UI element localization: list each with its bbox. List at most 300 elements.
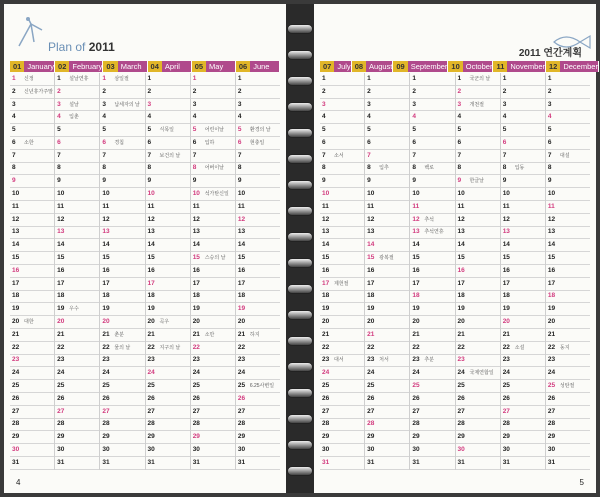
day-cell[interactable]: 18 (10, 291, 54, 304)
day-cell[interactable]: 26 (100, 393, 144, 406)
day-cell[interactable]: 1 설날연휴 (55, 73, 99, 86)
day-cell[interactable]: 14 (456, 239, 500, 252)
day-cell[interactable]: 13 (546, 227, 590, 240)
day-cell[interactable]: 15 (55, 252, 99, 265)
day-cell[interactable]: 22 (410, 342, 454, 355)
day-cell[interactable]: 18 (410, 291, 454, 304)
day-cell[interactable]: 6 (456, 137, 500, 150)
day-cell[interactable]: 5 (501, 124, 545, 137)
day-cell[interactable]: 16 (320, 265, 364, 278)
day-cell[interactable]: 30 (410, 444, 454, 457)
day-cell[interactable]: 9 (100, 175, 144, 188)
day-cell[interactable]: 2 (100, 86, 144, 99)
day-cell[interactable]: 30 (55, 444, 99, 457)
day-cell[interactable]: 6 (365, 137, 409, 150)
day-cell[interactable]: 26 (456, 393, 500, 406)
day-cell[interactable]: 27 (191, 406, 235, 419)
day-cell[interactable]: 16 (55, 265, 99, 278)
day-cell[interactable]: 3 (546, 99, 590, 112)
day-cell[interactable]: 3 (191, 99, 235, 112)
day-cell[interactable]: 16 (236, 265, 280, 278)
day-cell[interactable]: 20 (55, 316, 99, 329)
day-cell[interactable]: 10 (100, 188, 144, 201)
day-cell[interactable]: 5 (10, 124, 54, 137)
day-cell[interactable]: 29 (456, 431, 500, 444)
day-cell[interactable]: 5 (456, 124, 500, 137)
day-cell[interactable]: 14 (501, 239, 545, 252)
day-cell[interactable]: 7 (55, 150, 99, 163)
day-cell[interactable]: 27 (501, 406, 545, 419)
day-cell[interactable]: 9 (410, 175, 454, 188)
day-cell[interactable]: 2 (55, 86, 99, 99)
day-cell[interactable]: 9 (365, 175, 409, 188)
day-cell[interactable]: 3 (365, 99, 409, 112)
day-cell[interactable]: 6 소한 (10, 137, 54, 150)
day-cell[interactable]: 24 (55, 367, 99, 380)
day-cell[interactable]: 13 (236, 227, 280, 240)
day-cell[interactable]: 30 (501, 444, 545, 457)
day-cell[interactable]: 29 (501, 431, 545, 444)
day-cell[interactable]: 27 (100, 406, 144, 419)
day-cell[interactable]: 30 (236, 444, 280, 457)
day-cell[interactable]: 21 춘분 (100, 329, 144, 342)
day-cell[interactable]: 16 (501, 265, 545, 278)
day-cell[interactable]: 2 (456, 86, 500, 99)
day-cell[interactable]: 17 (501, 278, 545, 291)
day-cell[interactable]: 16 (546, 265, 590, 278)
day-cell[interactable]: 28 (410, 419, 454, 432)
day-cell[interactable]: 21 (10, 329, 54, 342)
day-cell[interactable]: 31 (320, 457, 364, 470)
day-cell[interactable]: 11 (410, 201, 454, 214)
day-cell[interactable]: 8 (320, 163, 364, 176)
day-cell[interactable]: 25 (55, 380, 99, 393)
day-cell[interactable]: 1 (320, 73, 364, 86)
day-cell[interactable]: 31 (456, 457, 500, 470)
day-cell[interactable]: 5 (410, 124, 454, 137)
day-cell[interactable]: 30 (456, 444, 500, 457)
day-cell[interactable]: 2 (320, 86, 364, 99)
day-cell[interactable]: 7 보건의 날 (146, 150, 190, 163)
day-cell[interactable]: 7 (10, 150, 54, 163)
day-cell[interactable]: 12 추석 (410, 214, 454, 227)
day-cell[interactable]: 2 (546, 86, 590, 99)
day-cell[interactable]: 22 (191, 342, 235, 355)
day-cell[interactable]: 9 (236, 175, 280, 188)
day-cell[interactable]: 16 (146, 265, 190, 278)
day-cell[interactable]: 1 (546, 73, 590, 86)
day-cell[interactable]: 1 (501, 73, 545, 86)
day-cell[interactable]: 5 식목일 (146, 124, 190, 137)
day-cell[interactable]: 10 (146, 188, 190, 201)
day-cell[interactable]: 11 (100, 201, 144, 214)
day-cell[interactable]: 24 (236, 367, 280, 380)
day-cell[interactable]: 10 (365, 188, 409, 201)
day-cell[interactable]: 20 대한 (10, 316, 54, 329)
day-cell[interactable]: 14 (10, 239, 54, 252)
day-cell[interactable]: 17 (191, 278, 235, 291)
day-cell[interactable]: 22 동지 (546, 342, 590, 355)
day-cell[interactable]: 23 처서 (365, 355, 409, 368)
day-cell[interactable]: 23 (146, 355, 190, 368)
day-cell[interactable]: 20 (100, 316, 144, 329)
day-cell[interactable]: 18 (100, 291, 144, 304)
day-cell[interactable]: 26 (546, 393, 590, 406)
day-cell[interactable]: 20 (365, 316, 409, 329)
day-cell[interactable]: 25 (501, 380, 545, 393)
day-cell[interactable]: 13 (320, 227, 364, 240)
day-cell[interactable]: 7 (365, 150, 409, 163)
day-cell[interactable]: 22 (456, 342, 500, 355)
day-cell[interactable]: 20 (501, 316, 545, 329)
day-cell[interactable]: 19 (191, 303, 235, 316)
day-cell[interactable]: 27 (365, 406, 409, 419)
day-cell[interactable]: 28 (320, 419, 364, 432)
day-cell[interactable]: 14 (146, 239, 190, 252)
day-cell[interactable]: 27 (410, 406, 454, 419)
day-cell[interactable]: 21 (410, 329, 454, 342)
day-cell[interactable]: 3 (10, 99, 54, 112)
day-cell[interactable]: 11 (236, 201, 280, 214)
day-cell[interactable]: 17 (10, 278, 54, 291)
day-cell[interactable]: 28 (546, 419, 590, 432)
day-cell[interactable]: 20 (191, 316, 235, 329)
day-cell[interactable]: 2 신년휴가주말 (10, 86, 54, 99)
day-cell[interactable]: 23 (236, 355, 280, 368)
day-cell[interactable]: 5 어린이날 (191, 124, 235, 137)
day-cell[interactable]: 13 추석연휴 (410, 227, 454, 240)
day-cell[interactable]: 24 국제연합일 (456, 367, 500, 380)
day-cell[interactable]: 19 (365, 303, 409, 316)
day-cell[interactable]: 28 (191, 419, 235, 432)
day-cell[interactable]: 19 우수 (55, 303, 99, 316)
day-cell[interactable]: 30 (146, 444, 190, 457)
day-cell[interactable]: 27 (146, 406, 190, 419)
day-cell[interactable]: 31 (236, 457, 280, 470)
day-cell[interactable]: 13 (501, 227, 545, 240)
day-cell[interactable]: 14 (236, 239, 280, 252)
day-cell[interactable]: 4 (236, 111, 280, 124)
day-cell[interactable]: 7 대설 (546, 150, 590, 163)
day-cell[interactable]: 9 (191, 175, 235, 188)
day-cell[interactable]: 15 (410, 252, 454, 265)
day-cell[interactable]: 18 (456, 291, 500, 304)
day-cell[interactable]: 30 (191, 444, 235, 457)
day-cell[interactable]: 29 (100, 431, 144, 444)
day-cell[interactable]: 8 (236, 163, 280, 176)
day-cell[interactable]: 25 (320, 380, 364, 393)
day-cell[interactable]: 6 (55, 137, 99, 150)
day-cell[interactable]: 6 (410, 137, 454, 150)
day-cell[interactable]: 8 (146, 163, 190, 176)
day-cell[interactable]: 21 (546, 329, 590, 342)
day-cell[interactable]: 1 (365, 73, 409, 86)
day-cell[interactable]: 1 (146, 73, 190, 86)
day-cell[interactable]: 5 (365, 124, 409, 137)
day-cell[interactable]: 22 소설 (501, 342, 545, 355)
day-cell[interactable]: 18 (501, 291, 545, 304)
day-cell[interactable]: 7 소서 (320, 150, 364, 163)
day-cell[interactable]: 17 (146, 278, 190, 291)
day-cell[interactable]: 3 설날 (55, 99, 99, 112)
day-cell[interactable]: 7 (191, 150, 235, 163)
day-cell[interactable]: 12 (546, 214, 590, 227)
day-cell[interactable]: 25 (365, 380, 409, 393)
day-cell[interactable]: 12 (55, 214, 99, 227)
day-cell[interactable]: 23 (501, 355, 545, 368)
day-cell[interactable]: 15 (146, 252, 190, 265)
day-cell[interactable]: 2 (236, 86, 280, 99)
day-cell[interactable]: 19 (320, 303, 364, 316)
day-cell[interactable]: 20 (410, 316, 454, 329)
day-cell[interactable]: 1 삼일절 (100, 73, 144, 86)
day-cell[interactable]: 15 (10, 252, 54, 265)
day-cell[interactable]: 13 (146, 227, 190, 240)
day-cell[interactable]: 29 (55, 431, 99, 444)
day-cell[interactable]: 15 (236, 252, 280, 265)
day-cell[interactable]: 15 (501, 252, 545, 265)
day-cell[interactable]: 2 (146, 86, 190, 99)
day-cell[interactable]: 11 (55, 201, 99, 214)
day-cell[interactable]: 3 개천절 (456, 99, 500, 112)
day-cell[interactable]: 12 (100, 214, 144, 227)
day-cell[interactable]: 10 (236, 188, 280, 201)
day-cell[interactable]: 24 (191, 367, 235, 380)
day-cell[interactable]: 21 (146, 329, 190, 342)
day-cell[interactable]: 12 (320, 214, 364, 227)
day-cell[interactable]: 2 (410, 86, 454, 99)
day-cell[interactable]: 22 물의 날 (100, 342, 144, 355)
day-cell[interactable]: 20 (320, 316, 364, 329)
day-cell[interactable]: 7 (236, 150, 280, 163)
day-cell[interactable]: 23 (10, 355, 54, 368)
day-cell[interactable]: 5 (546, 124, 590, 137)
day-cell[interactable]: 4 (410, 111, 454, 124)
day-cell[interactable]: 9 (320, 175, 364, 188)
day-cell[interactable]: 23 (100, 355, 144, 368)
day-cell[interactable]: 7 (456, 150, 500, 163)
day-cell[interactable]: 10 (456, 188, 500, 201)
day-cell[interactable]: 28 (365, 419, 409, 432)
day-cell[interactable]: 9 (55, 175, 99, 188)
day-cell[interactable]: 16 (100, 265, 144, 278)
day-cell[interactable]: 6 (320, 137, 364, 150)
day-cell[interactable]: 25 (410, 380, 454, 393)
day-cell[interactable]: 26 (320, 393, 364, 406)
day-cell[interactable]: 19 (100, 303, 144, 316)
day-cell[interactable]: 14 (410, 239, 454, 252)
day-cell[interactable]: 26 (410, 393, 454, 406)
day-cell[interactable]: 24 (146, 367, 190, 380)
day-cell[interactable]: 27 (236, 406, 280, 419)
day-cell[interactable]: 31 (365, 457, 409, 470)
day-cell[interactable]: 22 지구의 날 (146, 342, 190, 355)
day-cell[interactable]: 13 (55, 227, 99, 240)
day-cell[interactable]: 13 (10, 227, 54, 240)
day-cell[interactable]: 11 (191, 201, 235, 214)
day-cell[interactable]: 21 소만 (191, 329, 235, 342)
day-cell[interactable]: 29 (546, 431, 590, 444)
day-cell[interactable]: 15 (546, 252, 590, 265)
day-cell[interactable]: 27 (320, 406, 364, 419)
day-cell[interactable]: 10 석가탄신일 (191, 188, 235, 201)
day-cell[interactable]: 31 (501, 457, 545, 470)
day-cell[interactable]: 9 (10, 175, 54, 188)
day-cell[interactable]: 8 입추 (365, 163, 409, 176)
day-cell[interactable]: 19 (236, 303, 280, 316)
day-cell[interactable]: 7 (501, 150, 545, 163)
day-cell[interactable]: 15 스승의 날 (191, 252, 235, 265)
day-cell[interactable]: 3 (320, 99, 364, 112)
day-cell[interactable]: 14 (55, 239, 99, 252)
day-cell[interactable]: 2 (365, 86, 409, 99)
day-cell[interactable]: 22 (365, 342, 409, 355)
day-cell[interactable]: 28 (501, 419, 545, 432)
day-cell[interactable]: 28 (236, 419, 280, 432)
day-cell[interactable]: 8 어버이날 (191, 163, 235, 176)
day-cell[interactable]: 1 국군의 날 (456, 73, 500, 86)
day-cell[interactable]: 12 (456, 214, 500, 227)
day-cell[interactable]: 5 (320, 124, 364, 137)
day-cell[interactable]: 17 제헌절 (320, 278, 364, 291)
day-cell[interactable]: 19 (146, 303, 190, 316)
day-cell[interactable]: 3 (146, 99, 190, 112)
day-cell[interactable]: 30 (365, 444, 409, 457)
day-cell[interactable]: 6 (546, 137, 590, 150)
day-cell[interactable]: 19 (546, 303, 590, 316)
day-cell[interactable]: 21 (456, 329, 500, 342)
day-cell[interactable]: 19 (456, 303, 500, 316)
day-cell[interactable]: 23 (546, 355, 590, 368)
day-cell[interactable]: 31 (10, 457, 54, 470)
day-cell[interactable]: 25 (456, 380, 500, 393)
day-cell[interactable]: 7 (410, 150, 454, 163)
day-cell[interactable]: 8 (546, 163, 590, 176)
day-cell[interactable]: 10 (501, 188, 545, 201)
day-cell[interactable]: 10 (546, 188, 590, 201)
day-cell[interactable]: 3 납세자의 날 (100, 99, 144, 112)
day-cell[interactable]: 17 (546, 278, 590, 291)
day-cell[interactable]: 2 (501, 86, 545, 99)
day-cell[interactable]: 25 성탄절 (546, 380, 590, 393)
day-cell[interactable]: 11 (146, 201, 190, 214)
day-cell[interactable]: 12 (191, 214, 235, 227)
day-cell[interactable]: 4 (320, 111, 364, 124)
day-cell[interactable]: 18 (320, 291, 364, 304)
day-cell[interactable]: 17 (456, 278, 500, 291)
day-cell[interactable]: 24 (410, 367, 454, 380)
day-cell[interactable]: 12 (501, 214, 545, 227)
day-cell[interactable]: 26 (191, 393, 235, 406)
day-cell[interactable]: 17 (100, 278, 144, 291)
day-cell[interactable]: 14 (365, 239, 409, 252)
day-cell[interactable]: 3 (236, 99, 280, 112)
day-cell[interactable]: 16 (10, 265, 54, 278)
day-cell[interactable]: 11 (456, 201, 500, 214)
day-cell[interactable]: 9 한글날 (456, 175, 500, 188)
day-cell[interactable]: 20 곡우 (146, 316, 190, 329)
day-cell[interactable]: 27 (456, 406, 500, 419)
day-cell[interactable]: 24 (10, 367, 54, 380)
day-cell[interactable]: 13 (456, 227, 500, 240)
day-cell[interactable]: 5 (100, 124, 144, 137)
day-cell[interactable]: 16 (410, 265, 454, 278)
day-cell[interactable]: 17 (365, 278, 409, 291)
day-cell[interactable]: 6 (501, 137, 545, 150)
day-cell[interactable]: 6 현충일 (236, 137, 280, 150)
day-cell[interactable]: 22 (236, 342, 280, 355)
day-cell[interactable]: 23 (456, 355, 500, 368)
day-cell[interactable]: 29 (146, 431, 190, 444)
day-cell[interactable]: 28 (100, 419, 144, 432)
day-cell[interactable]: 21 (55, 329, 99, 342)
day-cell[interactable]: 8 (456, 163, 500, 176)
day-cell[interactable]: 15 (320, 252, 364, 265)
day-cell[interactable]: 4 (501, 111, 545, 124)
day-cell[interactable]: 24 (320, 367, 364, 380)
day-cell[interactable]: 29 (10, 431, 54, 444)
day-cell[interactable]: 28 (55, 419, 99, 432)
day-cell[interactable]: 24 (365, 367, 409, 380)
day-cell[interactable]: 18 (146, 291, 190, 304)
day-cell[interactable]: 28 (146, 419, 190, 432)
day-cell[interactable]: 24 (100, 367, 144, 380)
day-cell[interactable]: 8 입동 (501, 163, 545, 176)
day-cell[interactable]: 15 (456, 252, 500, 265)
day-cell[interactable]: 4 (10, 111, 54, 124)
day-cell[interactable]: 12 (365, 214, 409, 227)
day-cell[interactable]: 29 (236, 431, 280, 444)
day-cell[interactable]: 8 백로 (410, 163, 454, 176)
day-cell[interactable]: 18 (236, 291, 280, 304)
day-cell[interactable]: 5 환경의 날 (236, 124, 280, 137)
day-cell[interactable]: 10 (320, 188, 364, 201)
day-cell[interactable]: 13 (365, 227, 409, 240)
day-cell[interactable]: 20 (236, 316, 280, 329)
day-cell[interactable]: 3 (410, 99, 454, 112)
day-cell[interactable]: 2 (191, 86, 235, 99)
day-cell[interactable]: 18 (546, 291, 590, 304)
day-cell[interactable]: 18 (365, 291, 409, 304)
day-cell[interactable]: 29 (191, 431, 235, 444)
day-cell[interactable]: 10 (55, 188, 99, 201)
day-cell[interactable]: 26 (55, 393, 99, 406)
day-cell[interactable]: 30 (546, 444, 590, 457)
day-cell[interactable]: 22 (10, 342, 54, 355)
day-cell[interactable]: 17 (236, 278, 280, 291)
day-cell[interactable]: 29 (410, 431, 454, 444)
day-cell[interactable]: 4 입춘 (55, 111, 99, 124)
day-cell[interactable]: 1 (236, 73, 280, 86)
day-cell[interactable]: 31 (146, 457, 190, 470)
day-cell[interactable]: 22 (320, 342, 364, 355)
day-cell[interactable]: 12 (146, 214, 190, 227)
day-cell[interactable]: 18 (55, 291, 99, 304)
day-cell[interactable]: 9 (546, 175, 590, 188)
day-cell[interactable]: 31 (191, 457, 235, 470)
day-cell[interactable]: 25 (146, 380, 190, 393)
day-cell[interactable]: 14 (546, 239, 590, 252)
day-cell[interactable]: 25 6.25사변일 (236, 380, 280, 393)
day-cell[interactable]: 14 (320, 239, 364, 252)
day-cell[interactable]: 11 (501, 201, 545, 214)
day-cell[interactable]: 21 (320, 329, 364, 342)
day-cell[interactable]: 14 (191, 239, 235, 252)
day-cell[interactable]: 22 (55, 342, 99, 355)
day-cell[interactable]: 23 추분 (410, 355, 454, 368)
day-cell[interactable]: 8 (100, 163, 144, 176)
day-cell[interactable]: 17 (410, 278, 454, 291)
